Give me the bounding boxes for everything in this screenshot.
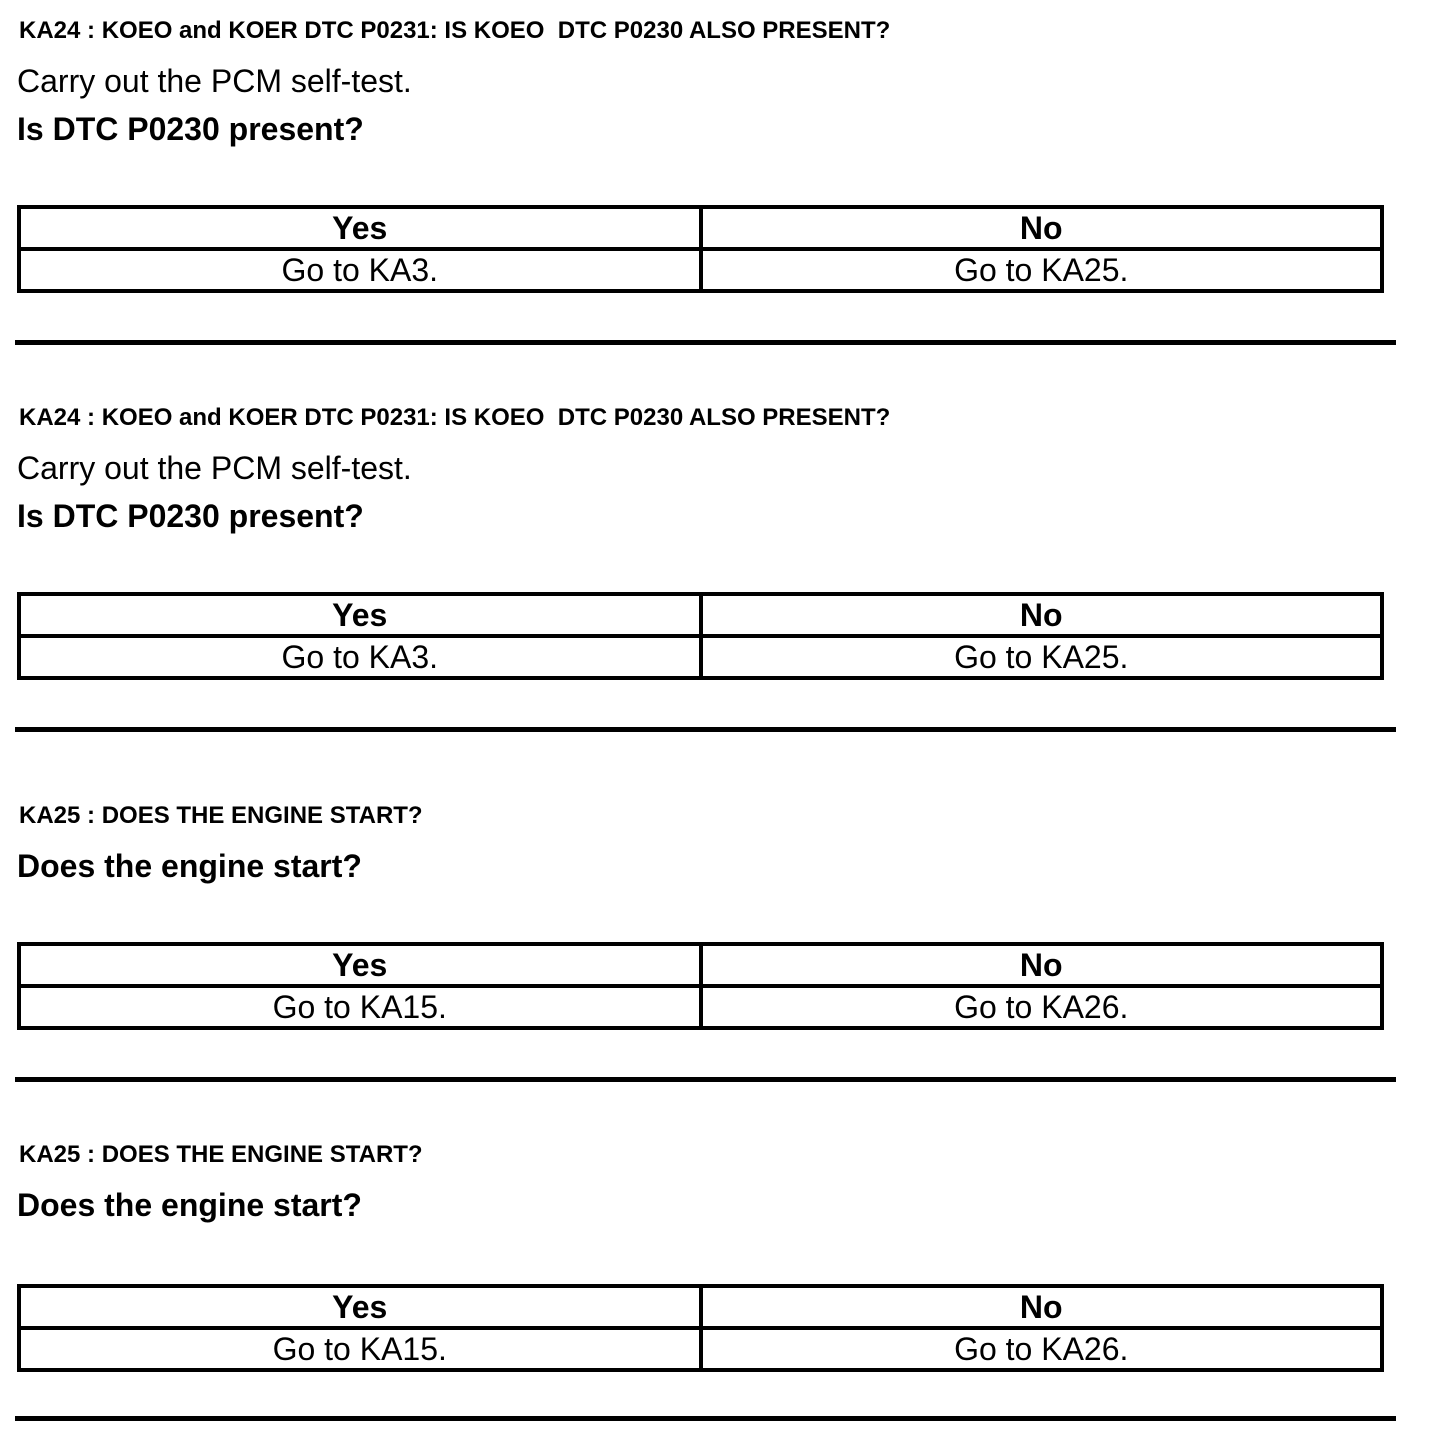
no-header: No bbox=[701, 1286, 1383, 1328]
section-divider bbox=[15, 727, 1396, 732]
step-title: KA25 : DOES THE ENGINE START? bbox=[19, 802, 423, 829]
no-action: Go to KA26. bbox=[701, 986, 1383, 1028]
answer-header-row bbox=[19, 594, 1382, 636]
yes-action: Go to KA15. bbox=[19, 986, 701, 1028]
step-title: KA25 : DOES THE ENGINE START? bbox=[19, 1141, 423, 1168]
answer-table bbox=[17, 205, 1384, 293]
section-divider bbox=[15, 340, 1396, 345]
answer-table bbox=[17, 1284, 1384, 1372]
answer-header-row bbox=[19, 944, 1382, 986]
no-action: Go to KA25. bbox=[701, 636, 1383, 678]
step-question: Is DTC P0230 present? bbox=[17, 498, 364, 534]
step-title: KA24 : KOEO and KOER DTC P0231: IS KOEO DTC P0230 ALSO PRESENT? bbox=[19, 17, 891, 44]
yes-action: Go to KA3. bbox=[19, 636, 701, 678]
no-header: No bbox=[701, 594, 1383, 636]
yes-header: Yes bbox=[19, 944, 701, 986]
yes-action: Go to KA3. bbox=[19, 249, 701, 291]
section-divider bbox=[15, 1416, 1396, 1421]
answer-header-row bbox=[19, 1286, 1382, 1328]
answer-table bbox=[17, 942, 1384, 1030]
answer-table bbox=[17, 592, 1384, 680]
step-question: Does the engine start? bbox=[17, 1187, 362, 1223]
answer-action-row bbox=[19, 249, 1382, 291]
answer-action-row bbox=[19, 636, 1382, 678]
yes-header: Yes bbox=[19, 207, 701, 249]
no-header: No bbox=[701, 944, 1383, 986]
step-question: Is DTC P0230 present? bbox=[17, 111, 364, 147]
answer-action-row bbox=[19, 1328, 1382, 1370]
answer-header-row bbox=[19, 207, 1382, 249]
step-instruction: Carry out the PCM self-test. bbox=[17, 450, 412, 486]
step-title: KA24 : KOEO and KOER DTC P0231: IS KOEO DTC P0230 ALSO PRESENT? bbox=[19, 404, 891, 431]
yes-header: Yes bbox=[19, 594, 701, 636]
step-question: Does the engine start? bbox=[17, 848, 362, 884]
section-divider bbox=[15, 1077, 1396, 1082]
no-header: No bbox=[701, 207, 1383, 249]
yes-action: Go to KA15. bbox=[19, 1328, 701, 1370]
yes-header: Yes bbox=[19, 1286, 701, 1328]
no-action: Go to KA26. bbox=[701, 1328, 1383, 1370]
no-action: Go to KA25. bbox=[701, 249, 1383, 291]
answer-action-row bbox=[19, 986, 1382, 1028]
step-instruction: Carry out the PCM self-test. bbox=[17, 63, 412, 99]
